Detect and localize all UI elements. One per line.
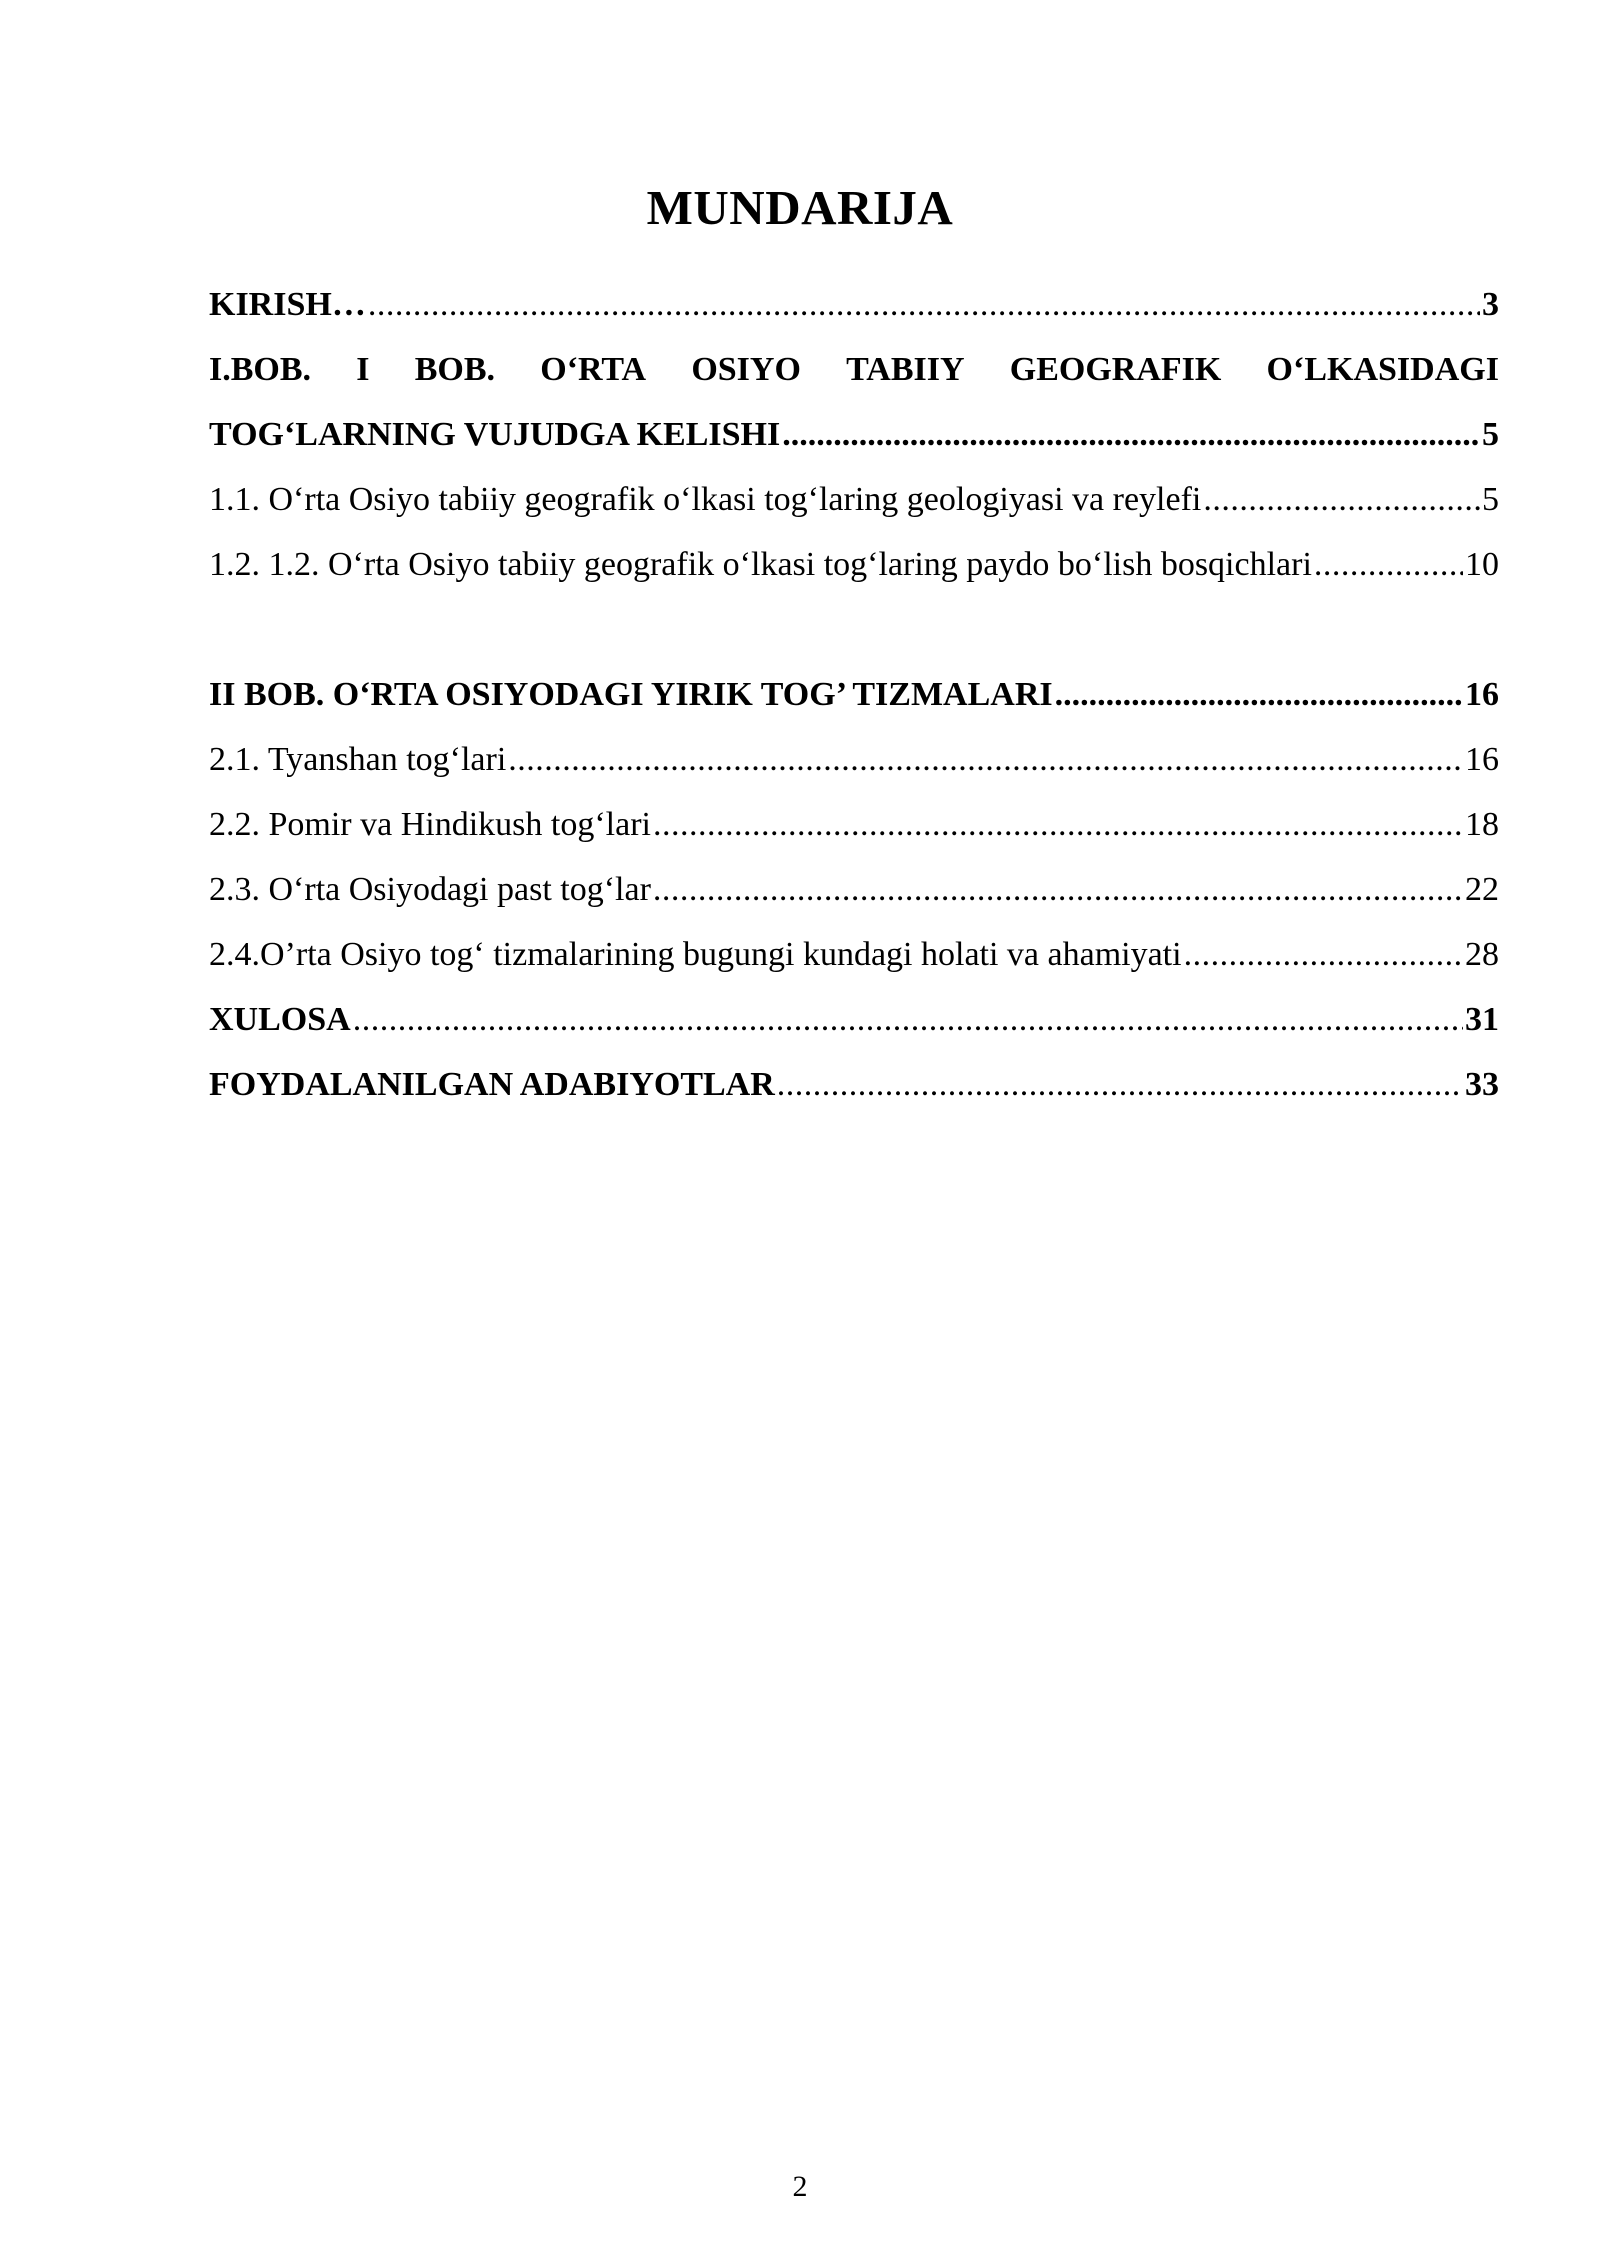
dot-leader bbox=[777, 1052, 1463, 1117]
toc-entry-label: 2.4.O’rta Osiyo tog‘ tizmalarining bugungi kundagi holati va ahamiyati bbox=[209, 936, 1182, 973]
toc-entry-page: 22 bbox=[1465, 871, 1499, 908]
toc-entry-label: 2.3. O‘rta Osiyodagi past tog‘lar bbox=[209, 871, 651, 908]
toc-entry-1-2[interactable] bbox=[209, 532, 1499, 597]
toc-word: OSIYO bbox=[691, 351, 801, 388]
toc-entry-page: 5 bbox=[1482, 481, 1499, 518]
toc-entry-page: 18 bbox=[1465, 806, 1499, 843]
dot-leader bbox=[1314, 532, 1463, 597]
toc-entry-label: 1.1. O‘rta Osiyo tabiiy geografik o‘lkasi tog‘laring geologiyasi va reylefi bbox=[209, 481, 1202, 518]
dot-leader bbox=[1184, 922, 1463, 987]
dot-leader bbox=[1055, 662, 1463, 727]
toc-entry-page: 16 bbox=[1465, 676, 1499, 713]
toc-entry-label: FOYDALANILGAN ADABIYOTLAR bbox=[209, 1066, 775, 1103]
toc-entry-bob2[interactable] bbox=[209, 662, 1499, 727]
dot-leader bbox=[653, 792, 1463, 857]
page-number: 2 bbox=[792, 2170, 808, 2203]
toc-entry-kirish[interactable] bbox=[209, 272, 1499, 337]
toc-word: I.BOB. bbox=[209, 351, 312, 388]
toc-entry-label: XULOSA bbox=[209, 1001, 351, 1038]
toc-entry-bob1-line2[interactable] bbox=[209, 402, 1499, 467]
toc-entry-page: 33 bbox=[1465, 1066, 1499, 1103]
toc-entry-bob1-line1[interactable] bbox=[209, 337, 1499, 402]
dot-leader bbox=[653, 857, 1463, 922]
dot-leader bbox=[1203, 467, 1480, 532]
toc-entry-1-1[interactable] bbox=[209, 467, 1499, 532]
toc-word: BOB. bbox=[414, 351, 496, 388]
toc-word: GEOGRAFIK bbox=[1009, 351, 1222, 388]
toc-title: MUNDARIJA bbox=[646, 180, 954, 235]
toc-entry-page: 31 bbox=[1465, 1001, 1499, 1038]
toc-word: TABIIY bbox=[846, 351, 965, 388]
toc-entry-page: 16 bbox=[1465, 741, 1499, 778]
toc-entry-page: 28 bbox=[1465, 936, 1499, 973]
toc-entry-page: 10 bbox=[1465, 546, 1499, 583]
toc-entry-page: 5 bbox=[1482, 416, 1499, 453]
dot-leader bbox=[353, 987, 1463, 1052]
dot-leader bbox=[368, 272, 1480, 337]
toc-entry-2-3[interactable] bbox=[209, 857, 1499, 922]
toc-entry-label: 1.2. 1.2. O‘rta Osiyo tabiiy geografik o‘lkasi tog‘laring paydo bo‘lish bosqichlari bbox=[209, 546, 1312, 583]
toc-entry-label: 2.2. Pomir va Hindikush tog‘lari bbox=[209, 806, 651, 843]
toc-entry-adabiyotlar[interactable] bbox=[209, 1052, 1499, 1117]
toc-entry-2-1[interactable] bbox=[209, 727, 1499, 792]
toc-entry-label: 2.1. Tyanshan tog‘lari bbox=[209, 741, 507, 778]
dot-leader bbox=[508, 727, 1463, 792]
toc-word: O‘RTA bbox=[540, 351, 647, 388]
toc-word: I bbox=[356, 351, 370, 388]
toc-entry-label: II BOB. O‘RTA OSIYODAGI YIRIK TOG’ TIZMALARI bbox=[209, 676, 1053, 713]
dot-leader bbox=[782, 402, 1480, 467]
toc-entry-label: TOG‘LARNING VUJUDGA KELISHI bbox=[209, 416, 781, 453]
toc-entry-2-2[interactable] bbox=[209, 792, 1499, 857]
toc-entry-2-4[interactable] bbox=[209, 922, 1499, 987]
toc-word: O‘LKASIDAGI bbox=[1266, 351, 1499, 388]
toc-entry-page: 3 bbox=[1482, 286, 1499, 323]
toc-entry-xulosa[interactable] bbox=[209, 987, 1499, 1052]
toc-entry-label: KIRISH… bbox=[209, 286, 366, 323]
